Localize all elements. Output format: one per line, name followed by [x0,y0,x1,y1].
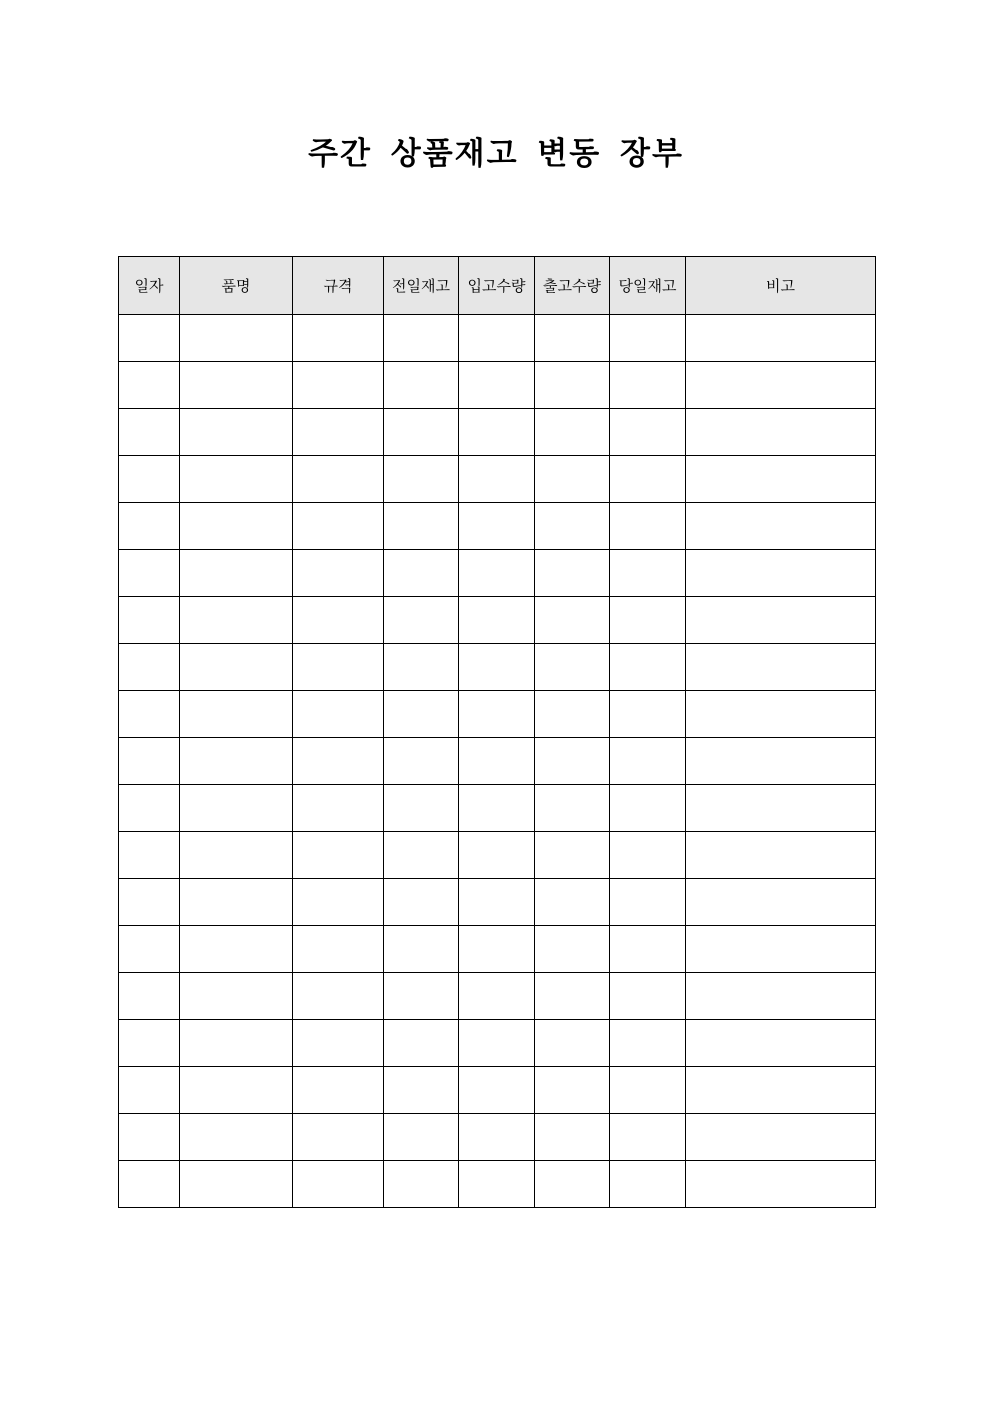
item-name-cell[interactable] [180,1067,293,1114]
header-specification: 규격 [293,257,384,315]
specification-cell[interactable] [293,1067,384,1114]
specification-cell[interactable] [293,879,384,926]
remarks-cell[interactable] [686,1161,876,1208]
specification-cell[interactable] [293,362,384,409]
specification-cell[interactable] [293,597,384,644]
date-cell[interactable] [119,362,180,409]
item-name-cell[interactable] [180,315,293,362]
shipped-quantity-cell[interactable] [535,973,610,1020]
date-cell[interactable] [119,550,180,597]
item-name-cell[interactable] [180,785,293,832]
current-stock-cell[interactable] [610,503,686,550]
remarks-cell[interactable] [686,1114,876,1161]
shipped-quantity-cell[interactable] [535,362,610,409]
previous-stock-cell[interactable] [384,879,459,926]
current-stock-cell[interactable] [610,785,686,832]
shipped-quantity-cell[interactable] [535,1161,610,1208]
current-stock-cell[interactable] [610,1114,686,1161]
date-cell[interactable] [119,1020,180,1067]
header-date: 일자 [119,257,180,315]
remarks-cell[interactable] [686,832,876,879]
header-current-stock: 당일재고 [610,257,686,315]
date-cell[interactable] [119,409,180,456]
specification-cell[interactable] [293,926,384,973]
specification-cell[interactable] [293,456,384,503]
remarks-cell[interactable] [686,503,876,550]
specification-cell[interactable] [293,1161,384,1208]
shipped-quantity-cell[interactable] [535,315,610,362]
remarks-cell[interactable] [686,1067,876,1114]
table-row [119,315,876,362]
previous-stock-cell[interactable] [384,362,459,409]
item-name-cell[interactable] [180,1161,293,1208]
table-row [119,456,876,503]
previous-stock-cell[interactable] [384,644,459,691]
table-row [119,1161,876,1208]
previous-stock-cell[interactable] [384,691,459,738]
previous-stock-cell[interactable] [384,1020,459,1067]
shipped-quantity-cell[interactable] [535,832,610,879]
header-received-quantity: 입고수량 [459,257,535,315]
received-quantity-cell[interactable] [459,550,535,597]
date-cell[interactable] [119,738,180,785]
date-cell[interactable] [119,503,180,550]
remarks-cell[interactable] [686,550,876,597]
table-row [119,691,876,738]
remarks-cell[interactable] [686,597,876,644]
specification-cell[interactable] [293,315,384,362]
received-quantity-cell[interactable] [459,315,535,362]
date-cell[interactable] [119,456,180,503]
table-row [119,926,876,973]
table-row [119,409,876,456]
header-item-name: 품명 [180,257,293,315]
specification-cell[interactable] [293,785,384,832]
current-stock-cell[interactable] [610,362,686,409]
received-quantity-cell[interactable] [459,691,535,738]
inventory-ledger-table [118,256,876,1208]
item-name-cell[interactable] [180,973,293,1020]
date-cell[interactable] [119,973,180,1020]
date-cell[interactable] [119,832,180,879]
remarks-cell[interactable] [686,1020,876,1067]
table-row [119,597,876,644]
received-quantity-cell[interactable] [459,738,535,785]
item-name-cell[interactable] [180,503,293,550]
current-stock-cell[interactable] [610,409,686,456]
table-row [119,503,876,550]
item-name-cell[interactable] [180,738,293,785]
specification-cell[interactable] [293,973,384,1020]
date-cell[interactable] [119,691,180,738]
header-remarks: 비고 [686,257,876,315]
previous-stock-cell[interactable] [384,315,459,362]
previous-stock-cell[interactable] [384,1114,459,1161]
received-quantity-cell[interactable] [459,456,535,503]
current-stock-cell[interactable] [610,973,686,1020]
remarks-cell[interactable] [686,738,876,785]
remarks-cell[interactable] [686,926,876,973]
header-previous-stock: 전일재고 [384,257,459,315]
remarks-cell[interactable] [686,315,876,362]
table-row [119,1020,876,1067]
item-name-cell[interactable] [180,691,293,738]
shipped-quantity-cell[interactable] [535,691,610,738]
shipped-quantity-cell[interactable] [535,597,610,644]
previous-stock-cell[interactable] [384,597,459,644]
received-quantity-cell[interactable] [459,362,535,409]
current-stock-cell[interactable] [610,1020,686,1067]
shipped-quantity-cell[interactable] [535,785,610,832]
received-quantity-cell[interactable] [459,503,535,550]
date-cell[interactable] [119,1067,180,1114]
current-stock-cell[interactable] [610,315,686,362]
item-name-cell[interactable] [180,456,293,503]
remarks-cell[interactable] [686,409,876,456]
specification-cell[interactable] [293,1020,384,1067]
item-name-cell[interactable] [180,879,293,926]
received-quantity-cell[interactable] [459,644,535,691]
shipped-quantity-cell[interactable] [535,879,610,926]
table-body [119,315,876,1208]
table-row [119,973,876,1020]
table-header-row [119,257,876,315]
specification-cell[interactable] [293,503,384,550]
received-quantity-cell[interactable] [459,785,535,832]
received-quantity-cell[interactable] [459,1114,535,1161]
item-name-cell[interactable] [180,832,293,879]
date-cell[interactable] [119,597,180,644]
current-stock-cell[interactable] [610,738,686,785]
table-row [119,832,876,879]
received-quantity-cell[interactable] [459,597,535,644]
shipped-quantity-cell[interactable] [535,550,610,597]
remarks-cell[interactable] [686,879,876,926]
item-name-cell[interactable] [180,1020,293,1067]
current-stock-cell[interactable] [610,832,686,879]
received-quantity-cell[interactable] [459,409,535,456]
date-cell[interactable] [119,1161,180,1208]
received-quantity-cell[interactable] [459,1161,535,1208]
previous-stock-cell[interactable] [384,409,459,456]
received-quantity-cell[interactable] [459,1067,535,1114]
table-row [119,550,876,597]
remarks-cell[interactable] [686,785,876,832]
specification-cell[interactable] [293,1114,384,1161]
table-row [119,785,876,832]
item-name-cell[interactable] [180,409,293,456]
table-row [119,879,876,926]
shipped-quantity-cell[interactable] [535,503,610,550]
table-row [119,1067,876,1114]
item-name-cell[interactable] [180,926,293,973]
remarks-cell[interactable] [686,456,876,503]
specification-cell[interactable] [293,691,384,738]
previous-stock-cell[interactable] [384,503,459,550]
received-quantity-cell[interactable] [459,832,535,879]
table-row [119,1114,876,1161]
item-name-cell[interactable] [180,362,293,409]
shipped-quantity-cell[interactable] [535,409,610,456]
date-cell[interactable] [119,879,180,926]
current-stock-cell[interactable] [610,691,686,738]
previous-stock-cell[interactable] [384,785,459,832]
previous-stock-cell[interactable] [384,1161,459,1208]
current-stock-cell[interactable] [610,879,686,926]
specification-cell[interactable] [293,409,384,456]
received-quantity-cell[interactable] [459,1020,535,1067]
specification-cell[interactable] [293,832,384,879]
table-row [119,644,876,691]
previous-stock-cell[interactable] [384,973,459,1020]
remarks-cell[interactable] [686,691,876,738]
previous-stock-cell[interactable] [384,738,459,785]
date-cell[interactable] [119,785,180,832]
received-quantity-cell[interactable] [459,973,535,1020]
previous-stock-cell[interactable] [384,456,459,503]
shipped-quantity-cell[interactable] [535,1067,610,1114]
received-quantity-cell[interactable] [459,879,535,926]
received-quantity-cell[interactable] [459,926,535,973]
current-stock-cell[interactable] [610,926,686,973]
header-shipped-quantity: 출고수량 [535,257,610,315]
previous-stock-cell[interactable] [384,832,459,879]
page-title: 주간 상품재고 변동 장부 [308,136,684,172]
remarks-cell[interactable] [686,973,876,1020]
specification-cell[interactable] [293,644,384,691]
previous-stock-cell[interactable] [384,550,459,597]
table-row [119,362,876,409]
item-name-cell[interactable] [180,550,293,597]
remarks-cell[interactable] [686,644,876,691]
date-cell[interactable] [119,644,180,691]
specification-cell[interactable] [293,550,384,597]
shipped-quantity-cell[interactable] [535,1114,610,1161]
shipped-quantity-cell[interactable] [535,926,610,973]
item-name-cell[interactable] [180,597,293,644]
date-cell[interactable] [119,926,180,973]
date-cell[interactable] [119,1114,180,1161]
remarks-cell[interactable] [686,362,876,409]
shipped-quantity-cell[interactable] [535,456,610,503]
current-stock-cell[interactable] [610,1161,686,1208]
specification-cell[interactable] [293,738,384,785]
current-stock-cell[interactable] [610,644,686,691]
shipped-quantity-cell[interactable] [535,644,610,691]
item-name-cell[interactable] [180,1114,293,1161]
previous-stock-cell[interactable] [384,1067,459,1114]
current-stock-cell[interactable] [610,1067,686,1114]
shipped-quantity-cell[interactable] [535,738,610,785]
item-name-cell[interactable] [180,644,293,691]
current-stock-cell[interactable] [610,597,686,644]
current-stock-cell[interactable] [610,456,686,503]
table-row [119,738,876,785]
previous-stock-cell[interactable] [384,926,459,973]
current-stock-cell[interactable] [610,550,686,597]
shipped-quantity-cell[interactable] [535,1020,610,1067]
date-cell[interactable] [119,315,180,362]
